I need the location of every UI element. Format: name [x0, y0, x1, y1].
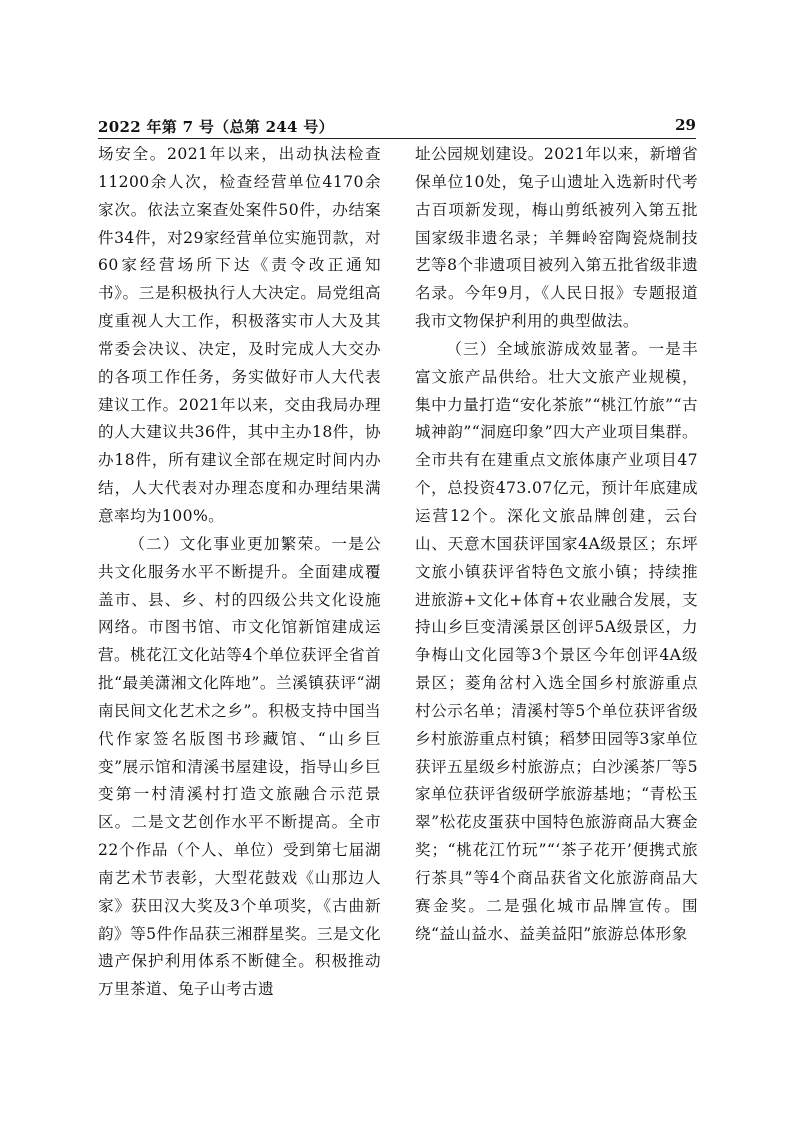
- paragraph-culture-body: 一是公共文化服务水平不断提升。全面建成覆盖市、县、乡、村的四级公共文化设施网络。市图书馆、市文化馆新馆建成运营。桃花江文化站等4个单位获评全省首批“最美潇湘文化阵地”。兰溪镇获评“湖南民间文化艺术之乡”。积极支持中国当代作家签名版图书珍藏馆、“山乡巨变”展示馆和清溪书屋建设，指导山乡巨变第一村清溪村打造文旅融合示范景区。二是文艺创作水平不断提高。全市22个作品（个人、单位）受到第七届湖南艺术节表彰，大型花鼓戏《山那边人家》获田汉大奖及3个单项奖，《古曲新韵》等5件作品获三湘群星奖。三是文化遗产保护利用体系不断健全。积极推动万里茶道、兔子山考古遗: [98, 534, 381, 999]
- section-heading-culture: （二）文化事业更加繁荣。: [129, 534, 332, 553]
- issue-label: 2022 年第 7 号（总第 244 号）: [98, 118, 334, 136]
- right-column: [415, 141, 698, 948]
- paragraph-continued: 场安全。2021年以来，出动执法检查11200余人次，检查经营单位4170余家次。依法立案查处案件50件，办结案件34件，对29家经营单位实施罚款，对60家经营场所下达《责令改正通知书》。三是积极执行人大决定。局党组高度重视人大工作，积极落实市人大及其常委会决议、决定，及时完成人大交办的各项工作任务，务实做好市人大代表建议工作。2021年以来，交由我局办理的人大建议共36件，其中主办18件，协办18件，所有建议全部在规定时间内办结，人大代表对办理态度和办理结果满意率均为100%。: [98, 145, 381, 525]
- section-heading-tourism: （三）全域旅游成效显著。: [446, 339, 649, 358]
- paragraph-culture: [98, 531, 381, 1004]
- paragraph-tourism-body: 一是丰富文旅产品供给。壮大文旅产业规模，集中力量打造“安化茶旅”“桃江竹旅”“古城神韵”“洞庭印象”四大产业项目集群。全市共有在建重点文旅体康产业项目47个，总投资473.07亿元，预计年底建成运营12个。深化文旅品牌创建，云台山、天意木国获评国家4A级景区；东坪文旅小镇获评省特色文旅小镇；持续推进旅游+文化+体育+农业融合发展，支持山乡巨变清溪景区创评5A级景区，力争梅山文化园等3个景区今年创评4A级景区；菱角岔村入选全国乡村旅游重点村公示名单；清溪村等5个单位获评省级乡村旅游重点村镇；稻梦田园等3家单位获评五星级乡村旅游点；白沙溪茶厂等5家单位获评省级研学旅游基地；“青松玉翠”松花皮蛋获中国特色旅游商品大赛金奖；“桃花江竹玩”“‘茶子花开’便携式旅行茶具”等4个商品获省文化旅游商品大赛金奖。二是强化城市品牌宣传。围绕“益山益水、益美益阳”旅游总体形象: [415, 339, 698, 943]
- page-header: [98, 114, 696, 138]
- page-number: 29: [675, 116, 696, 134]
- paragraph-heritage: 址公园规划建设。2021年以来，新增省保单位10处，兔子山遗址入选新时代考古百项新发现，梅山剪纸被列入第五批国家级非遗名录；羊舞岭窑陶瓷烧制技艺等8个非遗项目被列入第五批省级非遗名录。今年9月，《人民日报》专题报道我市文物保护利用的典型做法。: [415, 145, 698, 331]
- paragraph-tourism: [415, 336, 698, 949]
- left-column: [98, 141, 381, 1004]
- header-rule: [98, 138, 696, 139]
